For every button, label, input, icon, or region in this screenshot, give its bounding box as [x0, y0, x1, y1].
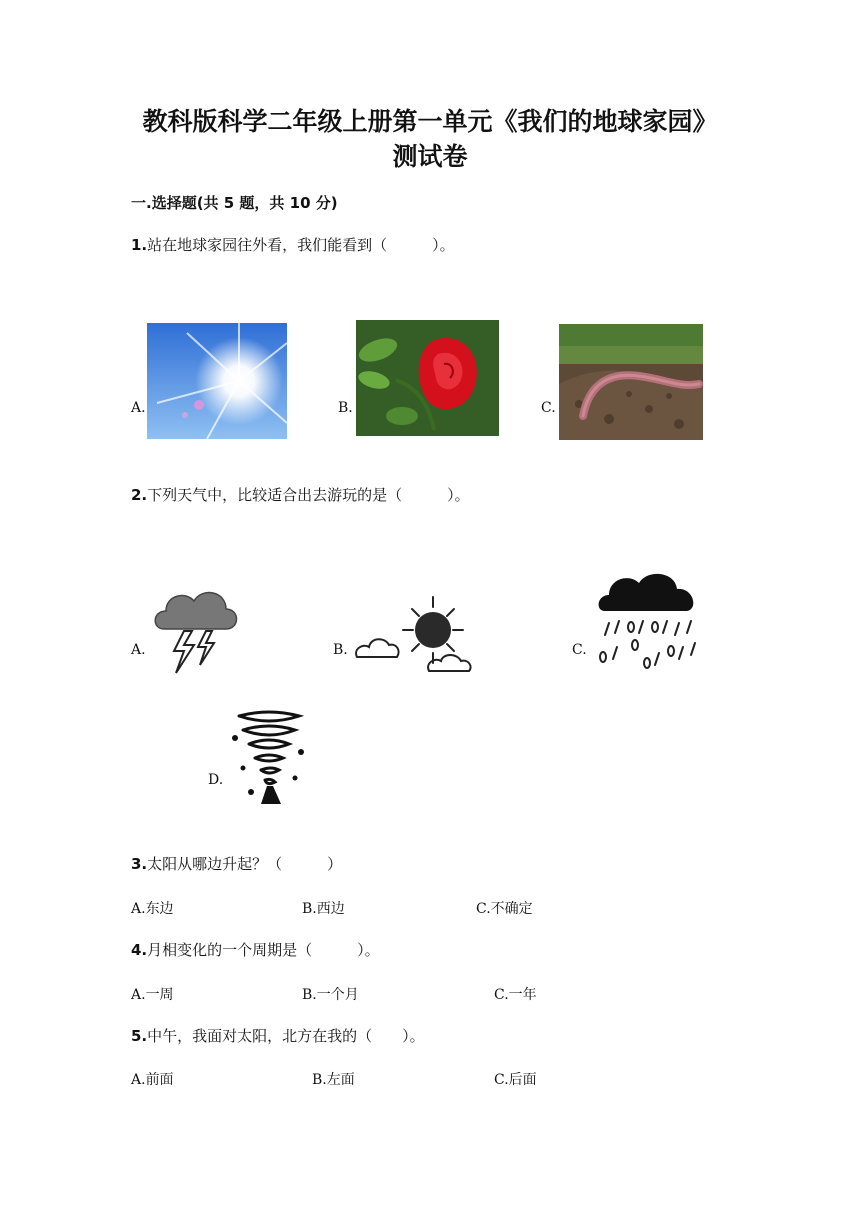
option-text: 左面 [326, 1072, 355, 1088]
option-text: 前面 [145, 1072, 174, 1088]
option-label-b[interactable]: B. [333, 642, 348, 658]
option-text: 后面 [508, 1072, 537, 1088]
option-text: 西边 [316, 901, 345, 917]
question-3 [131, 853, 342, 874]
question-number: 4. [131, 941, 148, 959]
option-label-a[interactable]: A. [131, 642, 146, 658]
option-label: B. [302, 901, 317, 917]
question-number: 3. [131, 855, 148, 873]
option-c[interactable] [476, 898, 533, 918]
thunderstorm-icon[interactable] [150, 585, 240, 677]
earthworm-photo-icon[interactable] [559, 324, 703, 440]
page-title: 教科版科学二年级上册第一单元《我们的地球家园》 [142, 107, 718, 136]
option-label: C. [494, 1072, 509, 1088]
option-label: C. [476, 901, 491, 917]
question-number: 1. [131, 236, 148, 254]
option-label: B. [302, 987, 317, 1003]
section-heading: 一.选择题(共 5 题，共 10 分) [131, 194, 338, 212]
option-text: 东边 [145, 901, 174, 917]
question-2 [131, 484, 470, 505]
option-text: 一周 [145, 987, 174, 1003]
sun-photo-icon[interactable] [147, 323, 287, 439]
option-b[interactable] [312, 1069, 355, 1089]
option-label: A. [131, 987, 146, 1003]
question-stem: 中午，我面对太阳，北方在我的（ ）。 [147, 1027, 425, 1045]
tornado-icon[interactable] [231, 708, 307, 806]
sunny-icon[interactable] [353, 595, 489, 677]
option-label-a[interactable]: A. [131, 400, 146, 416]
option-text: 一个月 [316, 987, 359, 1003]
option-label: A. [131, 1072, 146, 1088]
question-number: 5. [131, 1027, 148, 1045]
option-a[interactable] [131, 984, 174, 1004]
option-label-b[interactable]: B. [338, 400, 353, 416]
option-b[interactable] [302, 898, 345, 918]
option-a[interactable] [131, 1069, 174, 1089]
option-text: 不确定 [490, 901, 533, 917]
option-a[interactable] [131, 898, 174, 918]
option-label-c[interactable]: C. [541, 400, 556, 416]
rose-photo-icon[interactable] [356, 320, 499, 436]
question-stem: 下列天气中，比较适合出去游玩的是（ ）。 [147, 486, 470, 504]
option-b[interactable] [302, 984, 359, 1004]
option-label-c[interactable]: C. [572, 642, 587, 658]
question-stem: 站在地球家园往外看，我们能看到（ ）。 [147, 236, 455, 254]
option-label: A. [131, 901, 146, 917]
question-4 [131, 939, 380, 960]
question-5 [131, 1025, 425, 1046]
heavy-rain-icon[interactable] [595, 567, 707, 679]
option-c[interactable] [494, 984, 537, 1004]
question-number: 2. [131, 486, 148, 504]
option-label-d[interactable]: D. [208, 772, 224, 788]
page-subtitle: 测试卷 [392, 142, 468, 171]
option-label: B. [312, 1072, 327, 1088]
question-1 [131, 234, 455, 255]
question-stem: 月相变化的一个周期是（ ）。 [147, 941, 380, 959]
option-text: 一年 [508, 987, 537, 1003]
option-c[interactable] [494, 1069, 537, 1089]
option-label: C. [494, 987, 509, 1003]
question-stem: 太阳从哪边升起？（ ） [147, 855, 343, 873]
